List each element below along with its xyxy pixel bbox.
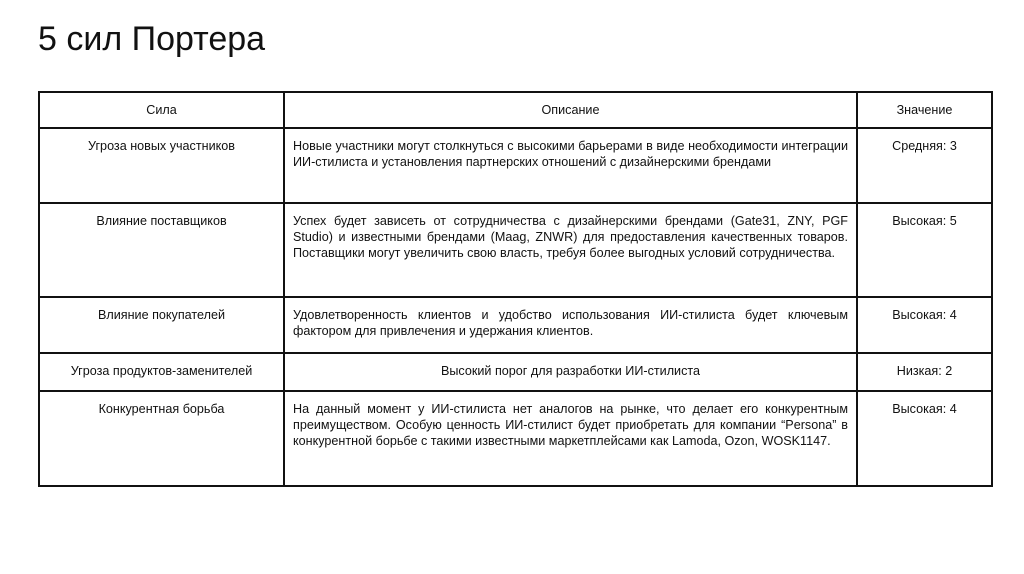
description-cell: Высокий порог для разработки ИИ-стилиста	[284, 353, 857, 391]
value-cell: Высокая: 4	[857, 391, 992, 486]
force-cell: Влияние поставщиков	[39, 203, 284, 297]
table-row	[39, 391, 992, 486]
value-cell: Низкая: 2	[857, 353, 992, 391]
porter-forces-table	[38, 91, 993, 487]
force-cell: Угроза продуктов-заменителей	[39, 353, 284, 391]
page-title: 5 сил Портера	[38, 20, 266, 58]
header-value: Значение	[857, 92, 992, 128]
description-cell: Новые участники могут столкнуться с высокими барьерами в виде необходимости интеграции ИИ-стилиста и установления партнерских отношений с дизайнерскими брендами	[284, 128, 857, 203]
force-cell: Угроза новых участников	[39, 128, 284, 203]
table-row	[39, 353, 992, 391]
table-row	[39, 297, 992, 353]
value-cell: Средняя: 3	[857, 128, 992, 203]
description-cell: Удовлетворенность клиентов и удобство использования ИИ-стилиста будет ключевым фактором для привлечения и удержания клиентов.	[284, 297, 857, 353]
force-cell: Влияние покупателей	[39, 297, 284, 353]
table-row	[39, 203, 992, 297]
value-cell: Высокая: 4	[857, 297, 992, 353]
value-cell: Высокая: 5	[857, 203, 992, 297]
header-force: Сила	[39, 92, 284, 128]
force-cell: Конкурентная борьба	[39, 391, 284, 486]
description-cell: Успех будет зависеть от сотрудничества с дизайнерскими брендами (Gate31, ZNY, PGF Studio) и известными брендами (Maag, ZNWR) для предоставления качественных товаров. Поставщики могут увеличить свою власть, требуя более выгодных условий сотрудничества.	[284, 203, 857, 297]
table-row	[39, 128, 992, 203]
table-header-row	[39, 92, 992, 128]
description-cell: На данный момент у ИИ-стилиста нет аналогов на рынке, что делает его конкурентным преимуществом. Особую ценность ИИ-стилист будет приобретать для компании “Persona” в конкурентной борьбе с такими известными маркетплейсами как Lamoda, Ozon, WOSK1147.	[284, 391, 857, 486]
header-description: Описание	[284, 92, 857, 128]
